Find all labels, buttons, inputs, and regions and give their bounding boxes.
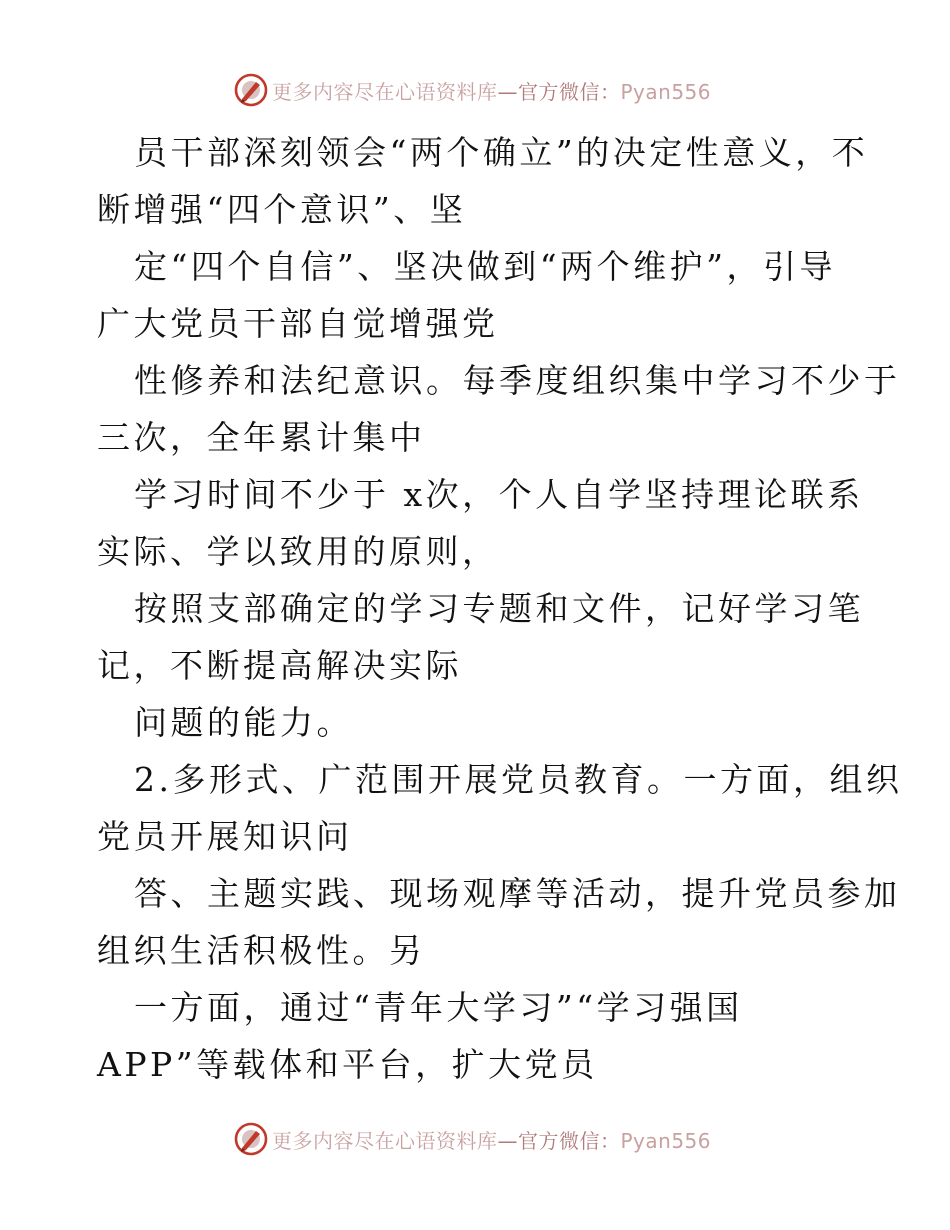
body-line: 定“四个自信”、坚决做到“两个维护”，引导 [134,247,836,286]
footer-banner-title: 更多内容尽在心语资料库 [272,1128,498,1153]
header-banner-separator: — [497,79,518,104]
body-line: 按照支部确定的学习专题和文件，记好学习笔 [134,589,864,628]
body-line: 性修养和法纪意识。每季度组织集中学习不少于 [134,361,901,400]
body-line: 三次，全年累计集中 [97,418,426,457]
footer-banner-text [272,1125,711,1154]
body-line: 2.多形式、广范围开展党员教育。一方面，组织 [134,760,903,799]
body-line: APP”等载体和平台，扩大党员 [97,1045,598,1084]
body-line: 问题的能力。 [134,703,353,742]
body-line: 答、主题实践、现场观摩等活动，提升党员参加 [134,874,901,913]
footer-banner-account-id: Pyan556 [620,1128,712,1153]
body-line: 组织生活积极性。另 [97,931,426,970]
body-line: 记，不断提高解决实际 [97,646,462,685]
footer-banner [234,1119,711,1159]
header-banner [234,70,711,110]
header-banner-wechat-label: 官方微信： [518,79,621,104]
body-line: 断增强“四个意识”、坚 [97,190,467,229]
footer-banner-wechat-label: 官方微信： [518,1128,621,1153]
header-banner-title: 更多内容尽在心语资料库 [272,79,498,104]
header-banner-text [272,76,711,105]
body-line: 广大党员干部自觉增强党 [97,304,499,343]
document-body [97,124,903,1093]
body-line: 一方面，通过“青年大学习”“学习强国 [134,988,743,1027]
body-line: 员干部深刻领会“两个确立”的决定性意义，不 [134,133,869,172]
body-line: 实际、学以致用的原则， [97,532,499,571]
header-banner-account-id: Pyan556 [620,79,712,104]
pen-logo-icon [234,1122,268,1156]
footer-banner-separator: — [497,1128,518,1153]
body-line: 党员开展知识问 [97,817,353,856]
body-line: 学习时间不少于 x次，个人自学坚持理论联系 [134,475,864,514]
pen-logo-icon [234,73,268,107]
